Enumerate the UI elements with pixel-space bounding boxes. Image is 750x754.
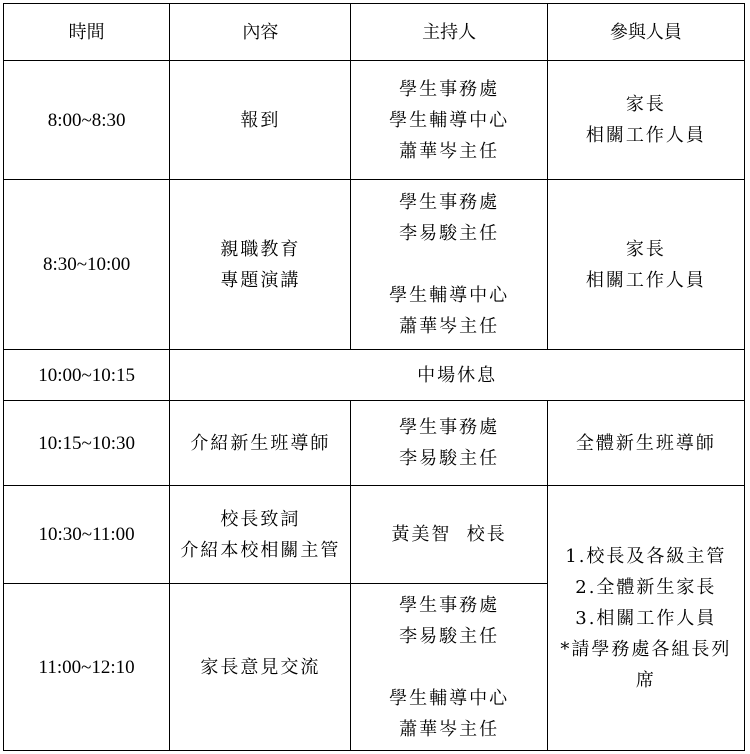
merged-participants-cell [547, 486, 744, 751]
content-cell [170, 584, 351, 751]
participants-cell [547, 61, 744, 180]
break-label: 中場休息 [417, 364, 498, 386]
content-line: 家長意見交流 [200, 656, 321, 678]
host-line: 學生事務處 [399, 417, 500, 438]
participant-line: 2.全體新生家長 [575, 576, 717, 598]
participant-line: 家長 [625, 94, 666, 115]
host-line: 蕭華岑主任 [399, 316, 500, 337]
host-line: 蕭華岑主任 [399, 718, 500, 740]
participant-line: 3.相關工作人員 [575, 607, 717, 629]
content-line: 校長致詞 [220, 508, 301, 530]
spacer [355, 652, 542, 683]
table-row [4, 401, 745, 486]
participant-line: 全體新生班導師 [575, 432, 716, 454]
content-line: 介紹本校相關主管 [180, 539, 341, 561]
host-cell [351, 486, 547, 584]
schedule-table [3, 3, 745, 751]
time-cell: 11:00~12:10 [4, 584, 170, 751]
participant-line: 相關工作人員 [585, 269, 706, 291]
content-cell [170, 486, 351, 584]
host-line: 李易駿主任 [399, 625, 500, 647]
participant-line: 相關工作人員 [585, 125, 706, 146]
content-cell [170, 61, 351, 180]
spacer [355, 249, 542, 280]
host-cell [351, 180, 547, 350]
time-cell: 8:00~8:30 [4, 61, 170, 180]
host-line: 黃美智 校長 [391, 524, 507, 545]
content-cell [170, 180, 351, 350]
host-line: 學生事務處 [399, 594, 500, 616]
content-line: 專題演講 [220, 269, 301, 291]
host-line: 學生事務處 [399, 192, 500, 213]
time-cell: 10:00~10:15 [4, 350, 170, 401]
time-cell: 10:15~10:30 [4, 401, 170, 486]
participants-cell [547, 401, 744, 486]
host-cell [351, 61, 547, 180]
content-line: 介紹新生班導師 [190, 432, 331, 454]
participant-line: 家長 [625, 238, 666, 260]
participant-line: *請學務處各組長列 [560, 638, 732, 660]
time-cell: 8:30~10:00 [4, 180, 170, 350]
header-participants: 參與人員 [547, 4, 744, 61]
content-line: 親職教育 [220, 238, 301, 260]
header-host: 主持人 [351, 4, 547, 61]
host-line: 學生事務處 [399, 78, 500, 100]
host-line: 學生輔導中心 [389, 687, 510, 709]
content-line: 報到 [240, 109, 281, 131]
table-row [4, 350, 745, 401]
host-line: 李易駿主任 [399, 448, 500, 469]
host-line: 學生輔導中心 [389, 285, 510, 306]
time-cell: 10:30~11:00 [4, 486, 170, 584]
header-time: 時間 [4, 4, 170, 61]
break-cell [170, 350, 745, 401]
host-cell [351, 401, 547, 486]
participant-line: 1.校長及各級主管 [565, 545, 727, 567]
participant-line: 席 [635, 669, 656, 691]
table-row [4, 61, 745, 180]
host-line: 李易駿主任 [399, 223, 500, 244]
host-cell [351, 584, 547, 751]
header-content: 內容 [170, 4, 351, 61]
content-cell [170, 401, 351, 486]
host-line: 學生輔導中心 [389, 109, 510, 131]
host-line: 蕭華岑主任 [399, 140, 500, 162]
participants-cell [547, 180, 744, 350]
table-row [4, 180, 745, 350]
header-row [4, 4, 745, 61]
table-row [4, 486, 745, 584]
